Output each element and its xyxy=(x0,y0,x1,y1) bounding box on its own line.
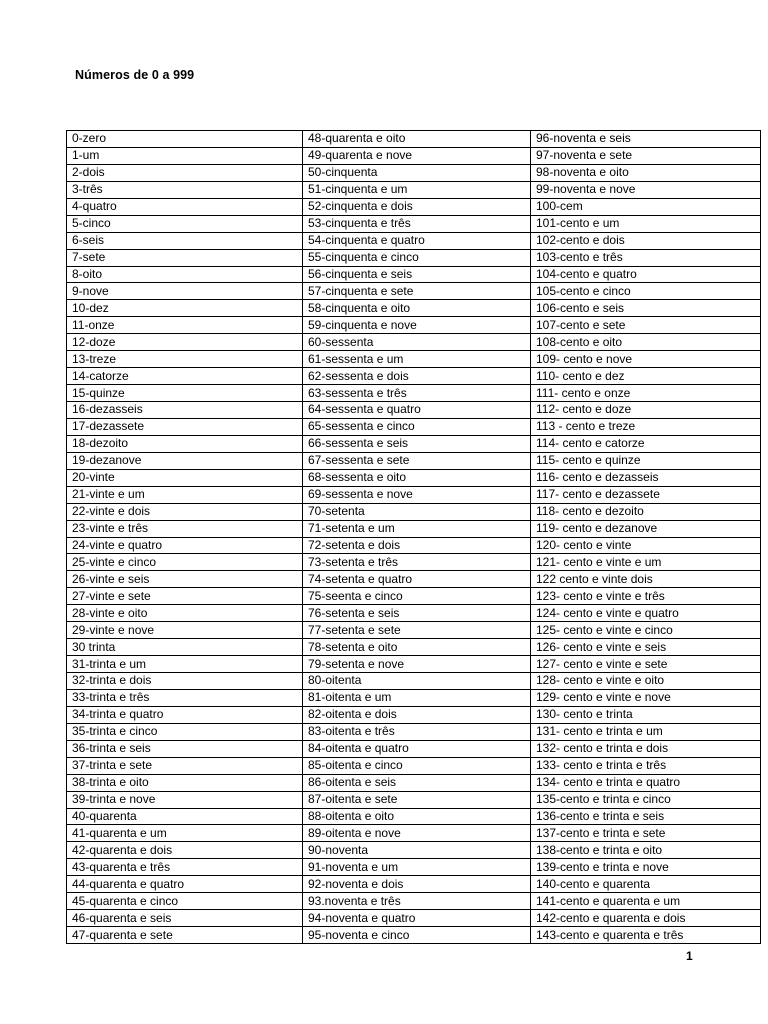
table-cell: 6-seis xyxy=(67,232,303,249)
table-cell: 34-trinta e quatro xyxy=(67,706,303,723)
table-row xyxy=(67,334,761,351)
table-cell: 33-trinta e três xyxy=(67,689,303,706)
table-cell: 28-vinte e oito xyxy=(67,605,303,622)
table-cell: 9-nove xyxy=(67,283,303,300)
table-cell: 52-cinquenta e dois xyxy=(303,198,531,215)
table-cell: 109- cento e nove xyxy=(531,351,761,368)
table-cell: 69-sessenta e nove xyxy=(303,486,531,503)
table-cell: 132- cento e trinta e dois xyxy=(531,740,761,757)
table-row xyxy=(67,859,761,876)
table-cell: 13-treze xyxy=(67,351,303,368)
table-row xyxy=(67,300,761,317)
table-cell: 140-cento e quarenta xyxy=(531,876,761,893)
table-cell: 121- cento e vinte e um xyxy=(531,554,761,571)
table-row xyxy=(67,469,761,486)
table-cell: 39-trinta e nove xyxy=(67,791,303,808)
table-cell: 31-trinta e um xyxy=(67,656,303,673)
table-cell: 95-noventa e cinco xyxy=(303,927,531,944)
table-cell: 54-cinquenta e quatro xyxy=(303,232,531,249)
table-row xyxy=(67,452,761,469)
table-cell: 72-setenta e dois xyxy=(303,537,531,554)
table-cell: 55-cinquenta e cinco xyxy=(303,249,531,266)
table-cell: 70-setenta xyxy=(303,503,531,520)
table-cell: 122 cento e vinte dois xyxy=(531,571,761,588)
table-cell: 30 trinta xyxy=(67,639,303,656)
table-cell: 135-cento e trinta e cinco xyxy=(531,791,761,808)
table-cell: 128- cento e vinte e oito xyxy=(531,673,761,690)
table-row xyxy=(67,673,761,690)
table-cell: 138-cento e trinta e oito xyxy=(531,842,761,859)
table-cell: 91-noventa e um xyxy=(303,859,531,876)
table-cell: 101-cento e um xyxy=(531,215,761,232)
table-cell: 90-noventa xyxy=(303,842,531,859)
table-cell: 110- cento e dez xyxy=(531,368,761,385)
table-cell: 62-sessenta e dois xyxy=(303,368,531,385)
table-row xyxy=(67,656,761,673)
table-cell: 8-oito xyxy=(67,266,303,283)
table-row xyxy=(67,317,761,334)
table-cell: 112- cento e doze xyxy=(531,402,761,419)
table-cell: 127- cento e vinte e sete xyxy=(531,656,761,673)
table-cell: 89-oitenta e nove xyxy=(303,825,531,842)
table-cell: 88-oitenta e oito xyxy=(303,808,531,825)
table-row xyxy=(67,164,761,181)
table-cell: 124- cento e vinte e quatro xyxy=(531,605,761,622)
table-cell: 99-noventa e nove xyxy=(531,181,761,198)
table-cell: 136-cento e trinta e seis xyxy=(531,808,761,825)
table-cell: 114- cento e catorze xyxy=(531,435,761,452)
table-cell: 5-cinco xyxy=(67,215,303,232)
table-row xyxy=(67,402,761,419)
table-cell: 15-quinze xyxy=(67,385,303,402)
table-cell: 133- cento e trinta e três xyxy=(531,757,761,774)
table-cell: 113 - cento e treze xyxy=(531,418,761,435)
table-row xyxy=(67,486,761,503)
table-cell: 65-sessenta e cinco xyxy=(303,418,531,435)
table-row xyxy=(67,757,761,774)
table-cell: 56-cinquenta e seis xyxy=(303,266,531,283)
table-cell: 106-cento e seis xyxy=(531,300,761,317)
table-cell: 105-cento e cinco xyxy=(531,283,761,300)
table-row xyxy=(67,283,761,300)
table-row xyxy=(67,605,761,622)
table-row xyxy=(67,215,761,232)
table-row xyxy=(67,622,761,639)
table-cell: 84-oitenta e quatro xyxy=(303,740,531,757)
table-cell: 20-vinte xyxy=(67,469,303,486)
table-row xyxy=(67,385,761,402)
table-cell: 16-dezasseis xyxy=(67,402,303,419)
table-cell: 131- cento e trinta e um xyxy=(531,723,761,740)
table-cell: 119- cento e dezanove xyxy=(531,520,761,537)
table-cell: 50-cinquenta xyxy=(303,164,531,181)
table-cell: 37-trinta e sete xyxy=(67,757,303,774)
table-cell: 139-cento e trinta e nove xyxy=(531,859,761,876)
table-row xyxy=(67,723,761,740)
table-cell: 100-cem xyxy=(531,198,761,215)
table-cell: 77-setenta e sete xyxy=(303,622,531,639)
table-row xyxy=(67,503,761,520)
table-cell: 29-vinte e nove xyxy=(67,622,303,639)
table-cell: 26-vinte e seis xyxy=(67,571,303,588)
table-cell: 97-noventa e sete xyxy=(531,147,761,164)
table-row xyxy=(67,537,761,554)
table-cell: 134- cento e trinta e quatro xyxy=(531,774,761,791)
table-cell: 79-setenta e nove xyxy=(303,656,531,673)
table-cell: 48-quarenta e oito xyxy=(303,131,531,148)
table-cell: 104-cento e quatro xyxy=(531,266,761,283)
table-row xyxy=(67,927,761,944)
table-cell: 14-catorze xyxy=(67,368,303,385)
table-cell: 80-oitenta xyxy=(303,673,531,690)
table-cell: 17-dezassete xyxy=(67,418,303,435)
table-cell: 137-cento e trinta e sete xyxy=(531,825,761,842)
table-cell: 42-quarenta e dois xyxy=(67,842,303,859)
table-cell: 49-quarenta e nove xyxy=(303,147,531,164)
page-number: 1 xyxy=(686,949,693,963)
table-cell: 12-doze xyxy=(67,334,303,351)
table-cell: 2-dois xyxy=(67,164,303,181)
table-cell: 75-seenta e cinco xyxy=(303,588,531,605)
table-cell: 93.noventa e três xyxy=(303,893,531,910)
table-cell: 1-um xyxy=(67,147,303,164)
table-cell: 36-trinta e seis xyxy=(67,740,303,757)
table-row xyxy=(67,808,761,825)
table-cell: 18-dezoito xyxy=(67,435,303,452)
page-title: Números de 0 a 999 xyxy=(75,68,195,82)
table-cell: 130- cento e trinta xyxy=(531,706,761,723)
table-cell: 7-sete xyxy=(67,249,303,266)
table-cell: 59-cinquenta e nove xyxy=(303,317,531,334)
table-cell: 94-noventa e quatro xyxy=(303,910,531,927)
table-cell: 83-oitenta e três xyxy=(303,723,531,740)
table-row xyxy=(67,639,761,656)
table-row xyxy=(67,435,761,452)
table-row xyxy=(67,266,761,283)
numbers-table-body xyxy=(67,131,761,944)
table-cell: 23-vinte e três xyxy=(67,520,303,537)
table-row xyxy=(67,825,761,842)
table-cell: 66-sessenta e seis xyxy=(303,435,531,452)
table-cell: 71-setenta e um xyxy=(303,520,531,537)
table-cell: 129- cento e vinte e nove xyxy=(531,689,761,706)
table-cell: 10-dez xyxy=(67,300,303,317)
table-cell: 60-sessenta xyxy=(303,334,531,351)
table-row xyxy=(67,554,761,571)
table-cell: 141-cento e quarenta e um xyxy=(531,893,761,910)
table-cell: 111- cento e onze xyxy=(531,385,761,402)
table-row xyxy=(67,249,761,266)
table-row xyxy=(67,131,761,148)
table-cell: 61-sessenta e um xyxy=(303,351,531,368)
table-cell: 45-quarenta e cinco xyxy=(67,893,303,910)
table-cell: 118- cento e dezoito xyxy=(531,503,761,520)
table-cell: 67-sessenta e sete xyxy=(303,452,531,469)
table-row xyxy=(67,368,761,385)
table-row xyxy=(67,198,761,215)
table-row xyxy=(67,876,761,893)
table-cell: 22-vinte e dois xyxy=(67,503,303,520)
table-cell: 107-cento e sete xyxy=(531,317,761,334)
table-cell: 21-vinte e um xyxy=(67,486,303,503)
table-row xyxy=(67,181,761,198)
table-cell: 86-oitenta e seis xyxy=(303,774,531,791)
table-cell: 27-vinte e sete xyxy=(67,588,303,605)
table-cell: 125- cento e vinte e cinco xyxy=(531,622,761,639)
table-cell: 46-quarenta e seis xyxy=(67,910,303,927)
table-row xyxy=(67,520,761,537)
table-cell: 35-trinta e cinco xyxy=(67,723,303,740)
table-row xyxy=(67,689,761,706)
table-row xyxy=(67,232,761,249)
numbers-table xyxy=(66,130,761,944)
table-cell: 82-oitenta e dois xyxy=(303,706,531,723)
table-cell: 40-quarenta xyxy=(67,808,303,825)
table-cell: 44-quarenta e quatro xyxy=(67,876,303,893)
table-cell: 58-cinquenta e oito xyxy=(303,300,531,317)
table-cell: 74-setenta e quatro xyxy=(303,571,531,588)
table-cell: 68-sessenta e oito xyxy=(303,469,531,486)
table-cell: 85-oitenta e cinco xyxy=(303,757,531,774)
table-cell: 25-vinte e cinco xyxy=(67,554,303,571)
table-cell: 73-setenta e três xyxy=(303,554,531,571)
table-row xyxy=(67,571,761,588)
table-cell: 76-setenta e seis xyxy=(303,605,531,622)
table-cell: 3-três xyxy=(67,181,303,198)
table-cell: 0-zero xyxy=(67,131,303,148)
table-cell: 11-onze xyxy=(67,317,303,334)
table-cell: 142-cento e quarenta e dois xyxy=(531,910,761,927)
table-cell: 78-setenta e oito xyxy=(303,639,531,656)
table-cell: 64-sessenta e quatro xyxy=(303,402,531,419)
table-row xyxy=(67,893,761,910)
table-cell: 143-cento e quarenta e três xyxy=(531,927,761,944)
table-cell: 92-noventa e dois xyxy=(303,876,531,893)
table-cell: 116- cento e dezasseis xyxy=(531,469,761,486)
table-cell: 41-quarenta e um xyxy=(67,825,303,842)
table-cell: 126- cento e vinte e seis xyxy=(531,639,761,656)
table-row xyxy=(67,842,761,859)
table-row xyxy=(67,791,761,808)
table-cell: 120- cento e vinte xyxy=(531,537,761,554)
table-cell: 115- cento e quinze xyxy=(531,452,761,469)
table-cell: 53-cinquenta e três xyxy=(303,215,531,232)
table-cell: 47-quarenta e sete xyxy=(67,927,303,944)
table-cell: 123- cento e vinte e três xyxy=(531,588,761,605)
table-row xyxy=(67,774,761,791)
table-cell: 117- cento e dezassete xyxy=(531,486,761,503)
table-cell: 32-trinta e dois xyxy=(67,673,303,690)
table-row xyxy=(67,910,761,927)
table-cell: 57-cinquenta e sete xyxy=(303,283,531,300)
table-row xyxy=(67,351,761,368)
table-cell: 19-dezanove xyxy=(67,452,303,469)
table-cell: 103-cento e três xyxy=(531,249,761,266)
table-cell: 108-cento e oito xyxy=(531,334,761,351)
table-cell: 102-cento e dois xyxy=(531,232,761,249)
table-row xyxy=(67,588,761,605)
table-row xyxy=(67,418,761,435)
table-cell: 81-oitenta e um xyxy=(303,689,531,706)
table-cell: 4-quatro xyxy=(67,198,303,215)
table-row xyxy=(67,740,761,757)
table-row xyxy=(67,147,761,164)
table-cell: 98-noventa e oito xyxy=(531,164,761,181)
table-cell: 87-oitenta e sete xyxy=(303,791,531,808)
table-row xyxy=(67,706,761,723)
table-cell: 96-noventa e seis xyxy=(531,131,761,148)
table-cell: 63-sessenta e três xyxy=(303,385,531,402)
table-cell: 38-trinta e oito xyxy=(67,774,303,791)
table-cell: 43-quarenta e três xyxy=(67,859,303,876)
table-cell: 24-vinte e quatro xyxy=(67,537,303,554)
table-cell: 51-cinquenta e um xyxy=(303,181,531,198)
